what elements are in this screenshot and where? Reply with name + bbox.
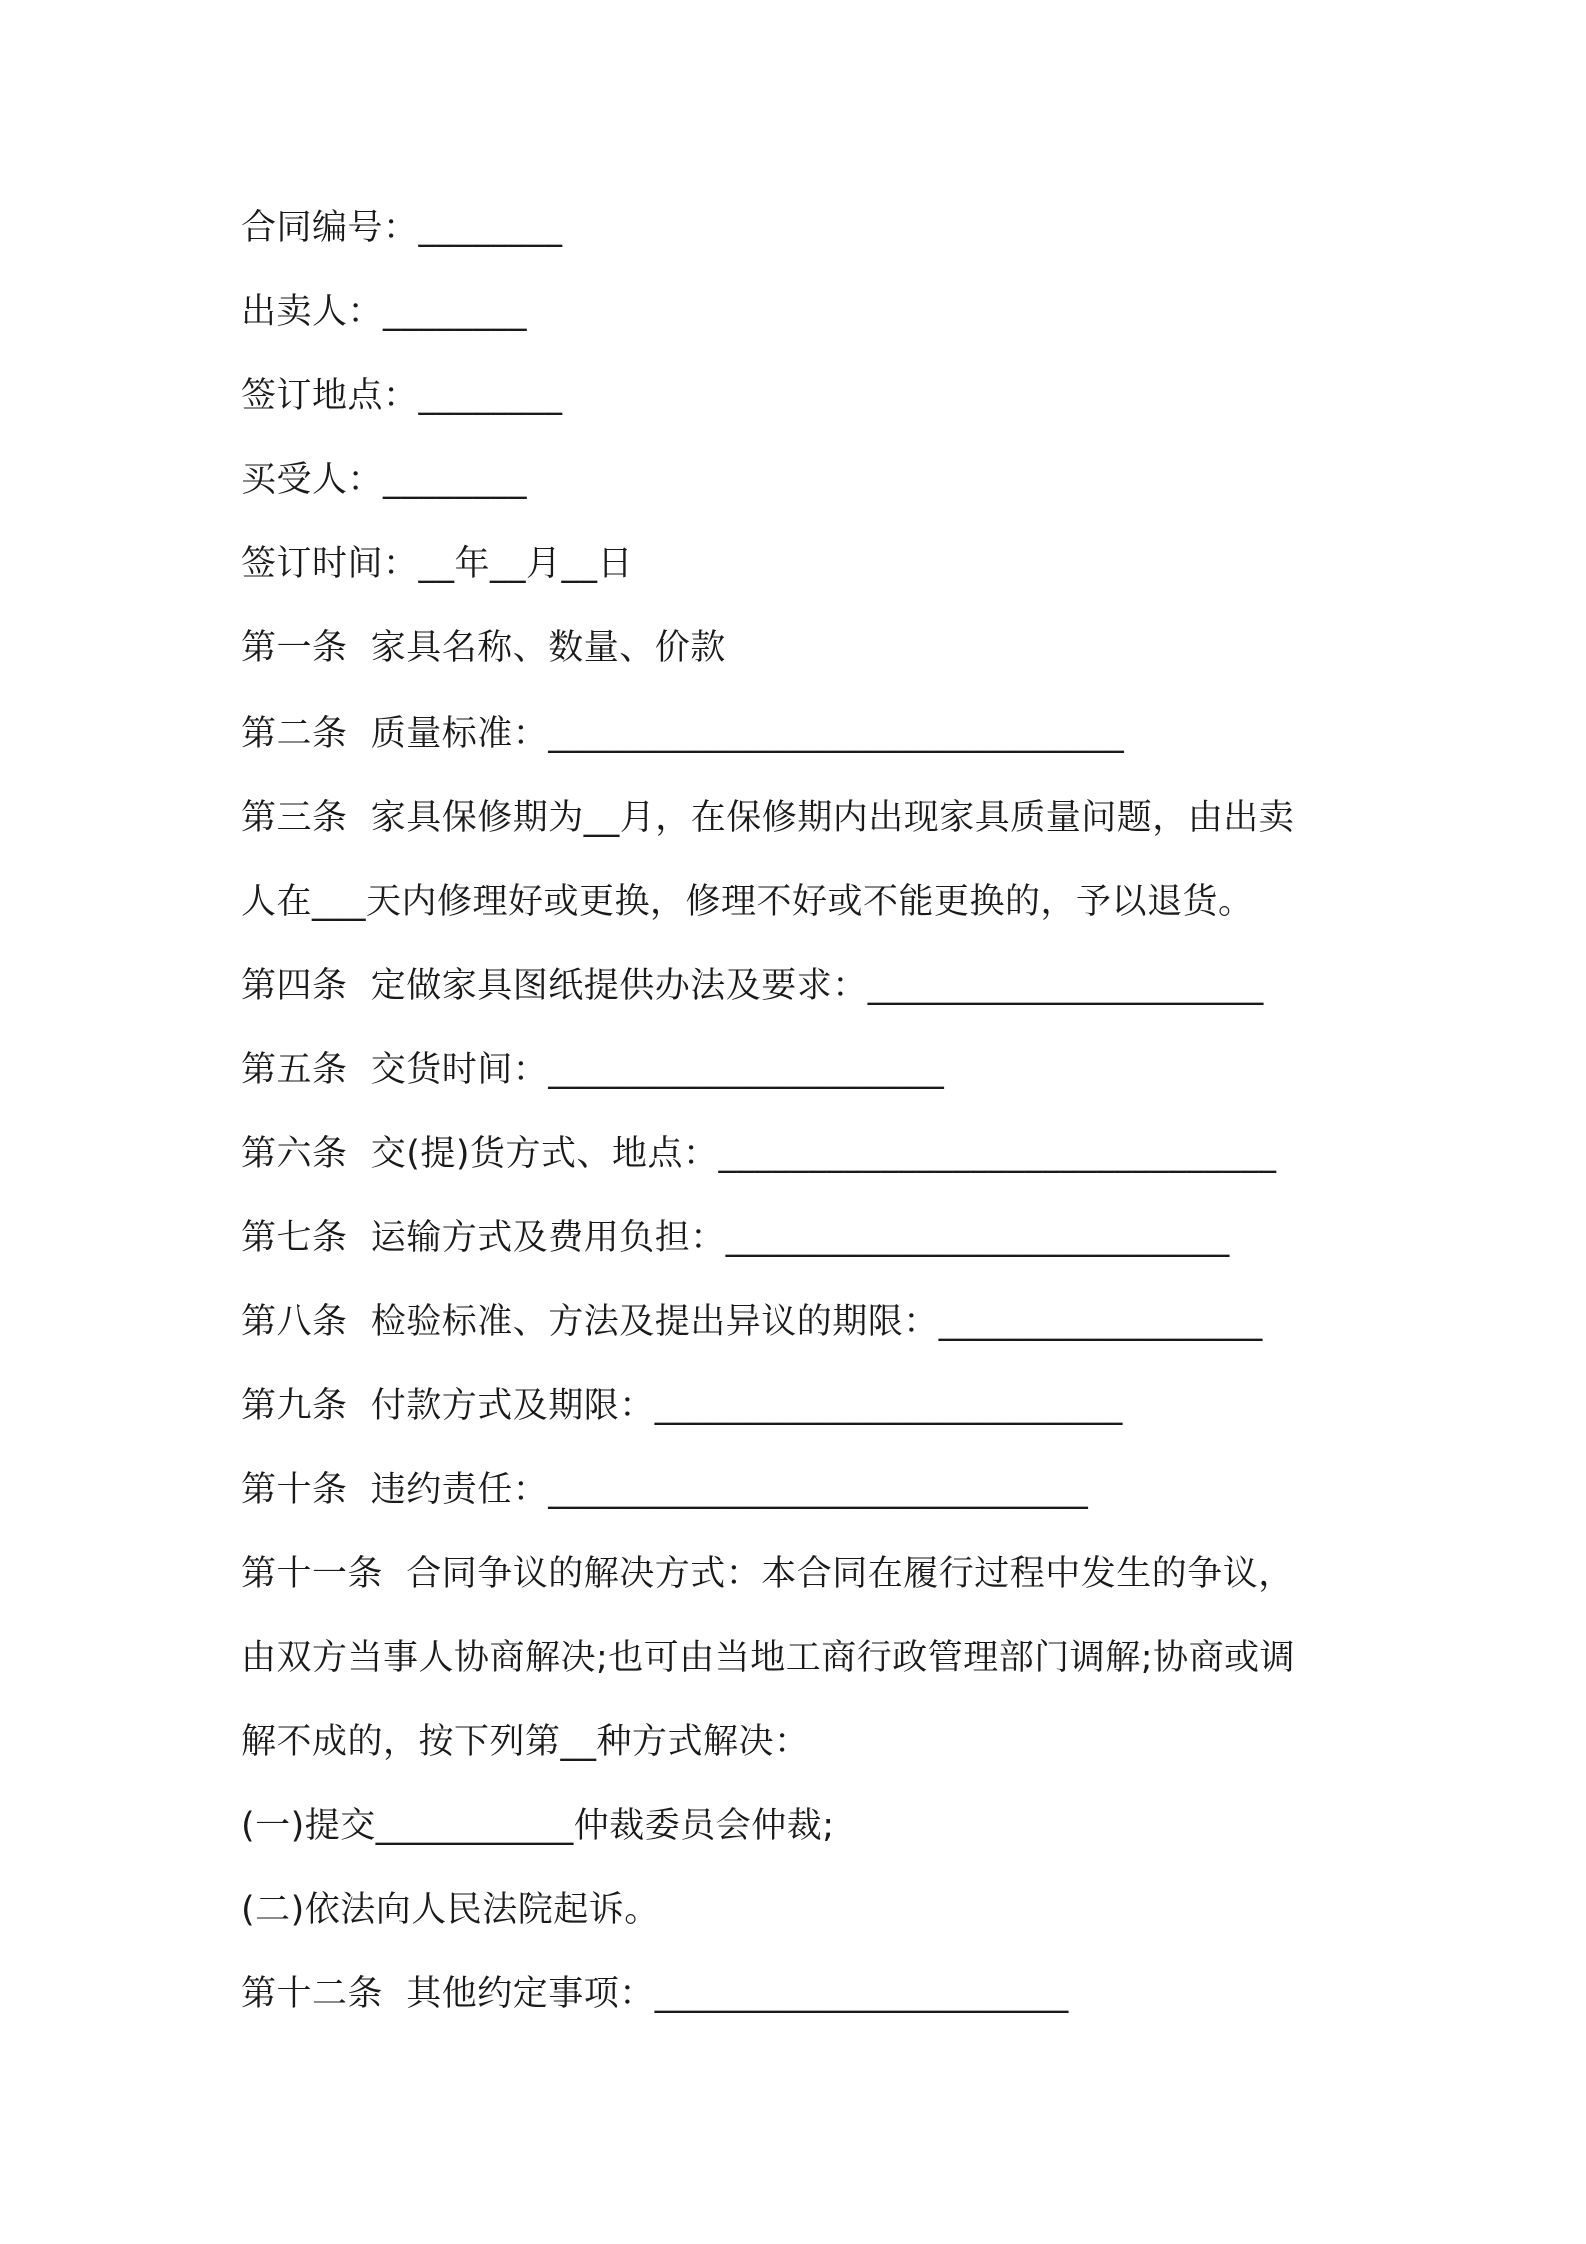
article-3-line-2: 人在___天内修理好或更换，修理不好或不能更换的，予以退货。 xyxy=(241,882,1254,922)
signing-date-line: 签订时间：__年__月__日 xyxy=(241,544,634,584)
article-12: 第十二条 其他约定事项：_______________________ xyxy=(241,1974,1069,2014)
article-11-option-2: (二)依法向人民法院起诉。 xyxy=(241,1890,660,1930)
article-9: 第九条 付款方式及期限：__________________________ xyxy=(241,1386,1123,1426)
signing-place-line: 签订地点：________ xyxy=(241,376,563,416)
article-8: 第八条 检验标准、方法及提出异议的期限：__________________ xyxy=(241,1302,1263,1342)
article-1: 第一条 家具名称、数量、价款 xyxy=(241,628,726,668)
buyer-line: 买受人：________ xyxy=(241,460,528,500)
article-3-line-1: 第三条 家具保修期为__月，在保修期内出现家具质量问题，由出卖 xyxy=(241,798,1295,838)
article-4: 第四条 定做家具图纸提供办法及要求：______________________ xyxy=(241,966,1264,1006)
article-11-line-1: 第十一条 合同争议的解决方式：本合同在履行过程中发生的争议， xyxy=(241,1554,1294,1594)
article-11-line-3: 解不成的，按下列第__种方式解决： xyxy=(241,1722,810,1762)
article-5: 第五条 交货时间：______________________ xyxy=(241,1050,945,1090)
contract-number-line: 合同编号：________ xyxy=(241,208,563,248)
article-11-line-2: 由双方当事人协商解决;也可由当地工商行政管理部门调解;协商或调 xyxy=(241,1638,1296,1678)
article-2: 第二条 质量标准：________________________________ xyxy=(241,714,1125,754)
article-6: 第六条 交(提)货方式、地点：_______________________________ xyxy=(241,1134,1277,1174)
article-11-option-1: (一)提交___________仲裁委员会仲裁; xyxy=(241,1806,835,1846)
article-10: 第十条 违约责任：______________________________ xyxy=(241,1470,1089,1510)
article-7: 第七条 运输方式及费用负担：____________________________ xyxy=(241,1218,1230,1258)
seller-line: 出卖人：________ xyxy=(241,292,528,332)
